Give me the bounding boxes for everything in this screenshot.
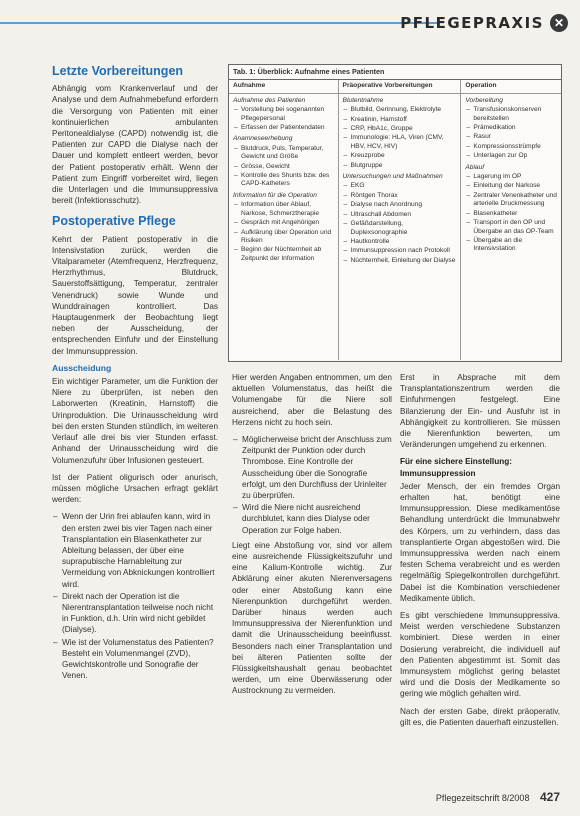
table-header: Operation [461, 82, 561, 93]
heading-immunsuppression: Für eine sichere Einstellung: Immunsuppression [400, 457, 512, 478]
table-item: – Aufklärung über Operation und Risiken [241, 229, 334, 246]
table-item: – Lagerung im OP [473, 173, 557, 181]
table-group-label: Aufnahme des Patienten [233, 96, 306, 104]
right-column [400, 372, 560, 734]
paragraph-abstossung: Liegt eine Abstoßung vor, sind vor allem eine ausreichende Flüssigkeitszufuhr und eine Kalium-Kontrolle wichtig. Zur Abklärung einer akuten Nierenversagens oder einer Abstoßung kann eine Nierenpunktion durchgeführt werden. Darüber hinaus werden auch Immunsuppressiva der Nierenfunktion und damit die Urinausscheidung beeinflusst. Besonders nach einer Transplantation und bei älteren Patienten sollte der Flüssigkeitshaushalt genau beobachtet werden, um eine Überwässerung oder Austrocknung zu vermeiden. [232, 540, 392, 696]
table-item: – Erfassen der Patientendaten [241, 124, 334, 132]
table-item: – Kreatinin, Harnstoff [351, 116, 457, 124]
table-item: – Beginn der Nüchternheit ab Zeitpunkt der Information [241, 246, 334, 263]
table-item: – EKG [351, 182, 457, 190]
table-item: – Zentraler Venenkatheter und arterielle Druckmessung [473, 192, 557, 209]
table-item: – Blutdruck, Puls, Temperatur, Gewicht und Größe [241, 145, 334, 162]
table-item: – Transfusionskonserven bereitstellen [473, 106, 557, 123]
list-ursachen [52, 511, 218, 681]
table-item: – Übergabe an die Intensivstation [473, 237, 557, 254]
table-item: – CRP, HbA1c, Gruppe [351, 125, 457, 133]
list-item: – Möglicherweise bricht der Anschluss zum Zeitpunkt der Punktion oder durch Thrombose. Eine Kontrolle der Ausscheidung über die Sonografie erfolgt, um den Durchfluss der Urinleiter zu überprüfen. [242, 434, 392, 501]
table-title: Tab. 1: Überblick: Aufnahme eines Patienten [229, 65, 561, 80]
page-footer [436, 790, 560, 804]
list-middle [232, 434, 392, 536]
table-item: – Grösse, Gewicht [241, 163, 334, 171]
table-group-label: Ablauf [465, 163, 485, 171]
table-item: – Blutbild, Gerinnung, Elektrolyte [351, 106, 457, 114]
paragraph-einfuhr: Erst in Absprache mit dem Transplantationszentrum werden die Einfuhrmengen festgelegt. Eine Bilanzierung der Ein- und Ausfuhr ist in Abhängigkeit zu kontrollieren. Sie müssen die Nierenfunktion bewerten, um Veränderungen umgehend zu erkennen. [400, 373, 560, 450]
table-group-label: Blutentnahme [342, 96, 384, 104]
heading-postoperative-pflege: Postoperative Pflege [52, 214, 176, 229]
list-item: – Wie ist der Volumenstatus des Patienten? Besteht ein Volumenmangel (ZVD), Gewichtskontrolle und Sonografie der Venen. [62, 637, 218, 682]
section-header-title: PFLEGEPRAXIS [400, 14, 544, 32]
header-bar [0, 12, 580, 34]
table-item: – Kontrolle des Shunts bzw. des CAPD-Katheters [241, 172, 334, 189]
paragraph-oligurie: Ist der Patient oligurisch oder anurisch, müssen mögliche Ursachen erfragt geklärt werden: [52, 472, 218, 505]
table-item: – Nüchternheit, Einleitung der Dialyse [351, 257, 457, 265]
table-header: Präoperative Vorbereitungen [339, 82, 461, 93]
table-group-label: Vorbereitung [465, 96, 503, 104]
table-column-operation [461, 80, 561, 360]
table-group-label: Information für die Operation [233, 191, 317, 199]
table-header: Aufnahme [229, 82, 338, 93]
paragraph-einstellung: Nach der ersten Gabe, direkt präoperativ, gilt es, die Patienten dauerhaft einzustellen. [400, 706, 560, 727]
list-item: – Wird die Niere nicht ausreichend durchblutet, kann dies Dialyse oder Operation zur Folge haben. [242, 502, 392, 536]
table-item: – Blutgruppe [351, 162, 457, 170]
table-item: – Ultraschall Abdomen [351, 211, 457, 219]
paragraph-volumenstatus: Hier werden Angaben entnommen, um den aktuellen Volumenstatus, das heißt die Volumengabe für die Niere soll ausreichend, aber die Belastung des Herzens nicht zu hoch sein. [232, 373, 392, 427]
table-column-vorbereitungen [339, 80, 462, 360]
table-item: – Immunsuppression nach Protokoll [351, 247, 457, 255]
table-item: – Blasenkatheter [473, 210, 557, 218]
table-column-aufnahme [229, 80, 339, 360]
paragraph-vorbereitungen: Abhängig vom Krankenverlauf und der Analyse und dem Aufnahmebefund erfordern die Versorgung von Patienten mit einer kontinuierlichen ambulanten Peritonealdialyse (CAPD) notwendig ist, die Patienten zur CAPD die Dialyse nach der Dauer und komplett entleert werden, bevor der Patient postoperativ erhält. Wenn der Patient zum Eingriff vorbereitet wird, liegen die Unterlagen und die Immunsuppressiva bereit (Infektionsschutz). [52, 84, 218, 206]
overview-table [228, 64, 562, 362]
table-item: – Röntgen Thorax [351, 192, 457, 200]
middle-column [232, 372, 392, 703]
table-item: – Dialyse nach Anordnung [351, 201, 457, 209]
x-circle-icon: ✕ [550, 14, 568, 32]
paragraph-postoperative: Kehrt der Patient postoperativ in die Intensivstation zurück, werden die Vitalparameter (Atemfrequenz, Herzfrequenz, Herzrhythmus, Blutdruck, Sauerstoffsättigung, Temperatur, zentraler Venendruck) sowie Wunde und Wunddrainagen kontrolliert. Das Hauptaugenmerk der Beobachtung liegt neben der Ausscheidung, der entsprechenden Einfuhr und der Einstellung der Immunsuppression. [52, 234, 218, 356]
table-item: – Gespräch mit Angehörigen [241, 219, 334, 227]
table-item: – Gefäßdarstellung, Duplexsonographie [351, 220, 457, 237]
table-item: – Einleitung der Narkose [473, 182, 557, 190]
table-group-label: Anamneseerhebung [233, 135, 293, 143]
table-item: – Prämedikation [473, 124, 557, 132]
table-item: – Rasur [473, 133, 557, 141]
paragraph-immunsuppressiva: Es gibt verschiedene Immunsuppressiva. Meist werden verschiedene Substanzen kombiniert. Diese werden in einer Dosierung verabreicht, die individuell auf den Patienten abgestimmt ist. Somit das Immunsystem möglichst gering belastet wird und die Dosis der Medikamente so gering wie möglich gehalten wird. [400, 611, 560, 699]
table-item: – Kompressionsstrümpfe [473, 143, 557, 151]
table-item: – Kreuzprobe [351, 152, 457, 160]
table-item: – Transport in den OP und Übergabe an das OP-Team [473, 219, 557, 236]
journal-name: Pflegezeitschrift 8/2008 [435, 793, 530, 803]
heading-letzte-vorbereitungen: Letzte Vorbereitungen [52, 64, 184, 78]
list-item: – Wenn der Urin frei ablaufen kann, wird in den ersten zwei bis vier Tagen nach einer Transplantation ein Blasenkatheter zur Ableitung belassen, der über eine suprapubische Harnableitung zur Vermeidung von Abknickungen kontrolliert wird. [62, 511, 218, 589]
page-number: 427 [539, 790, 560, 804]
list-item: – Direkt nach der Operation ist die Nierentransplantation teilweise noch nicht in Funktion, d.h. Urin wird nicht gebildet (Dialyse). [62, 591, 218, 636]
left-column [52, 66, 218, 685]
table-group-label: Untersuchungen und Maßnahmen [342, 173, 443, 181]
table-item: – Hautkontrolle [351, 238, 457, 246]
paragraph-ausscheidung: Ein wichtiger Parameter, um die Funktion der Niere zu überprüfen, ist neben den Laborwerten (Kreatinin, Harnstoff) die Urinproduktion. Die Urinausscheidung wird bei den ersten Stunden stündlich, im weiteren Verlauf alle drei bis vier Stunden erfasst. Anhand der Urinausscheidung wird die Volumenzufuhr über Infusionen gesteuert. [52, 377, 218, 465]
table-item: – Unterlagen zur Op [473, 152, 557, 160]
table-item: – Vorstellung bei sogenannten Pflegepersonal [241, 106, 334, 123]
heading-ausscheidung: Ausscheidung [52, 362, 112, 373]
paragraph-immunsuppression: Jeder Mensch, der ein fremdes Organ erhalten hat, benötigt eine Immunsuppression. Diese medikamentöse Behandlung unterdrückt die Immunabwehr des Körpers, um zu verhindern, dass das transplantierte Organ abgestoßen wird. Die Immunsuppressiva werden nach einem festen Schema verabreicht und es werden regelmäßig Spiegelkontrollen durchgeführt. Dabei ist die Kombination verschiedener Medikamente üblich. [400, 481, 560, 603]
table-item: – Information über Ablauf, Narkose, Schmerztherapie [241, 201, 334, 218]
header-rule [0, 22, 440, 24]
table-item: – Immunologie: HLA, Viren (CMV, HBV, HCV, HIV) [351, 134, 457, 151]
